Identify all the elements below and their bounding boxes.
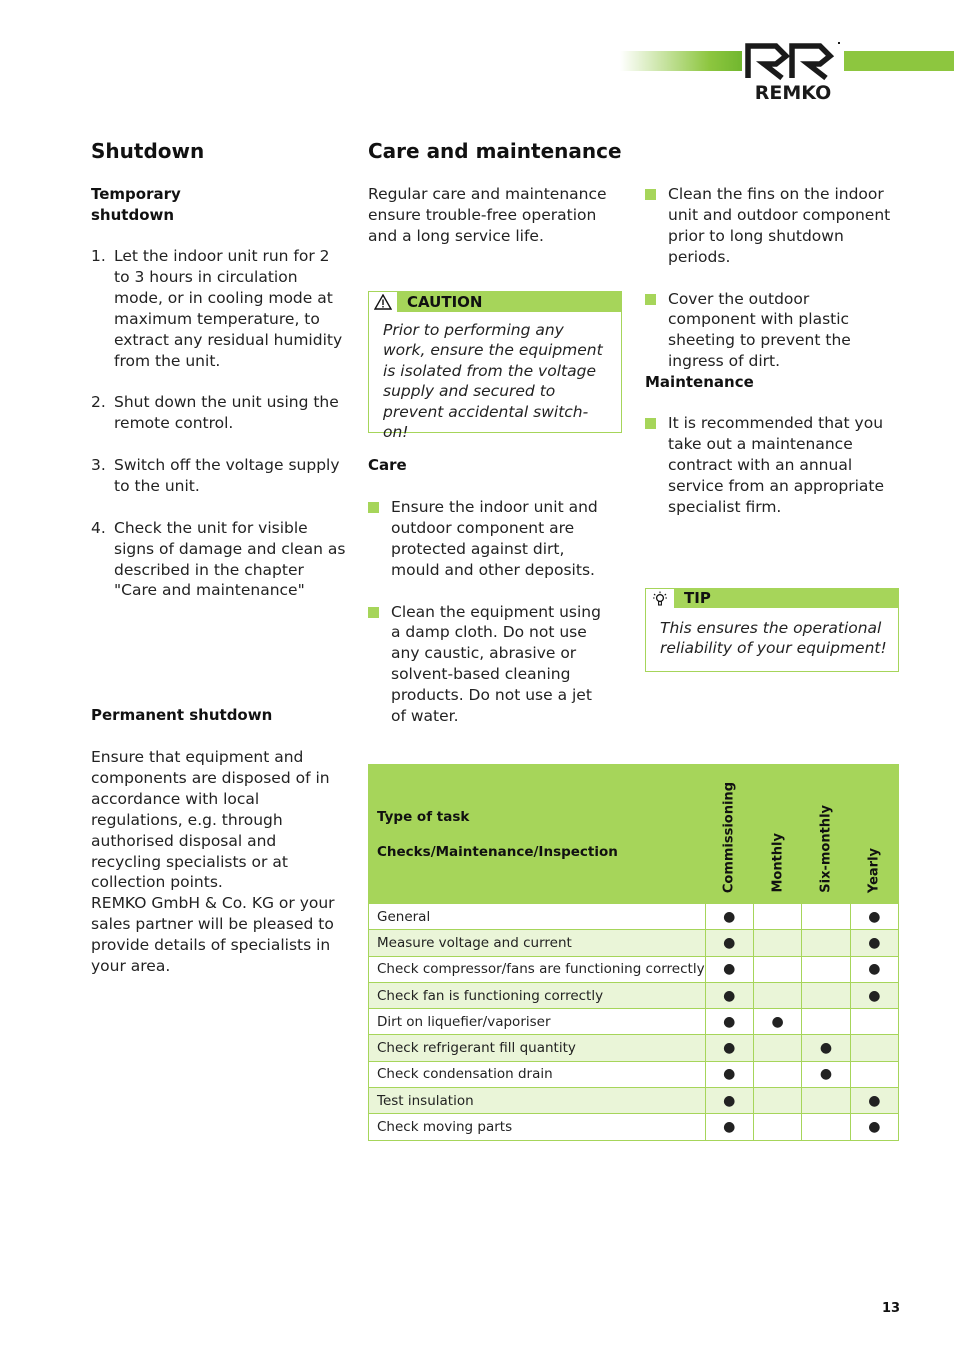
column-header-yearly: Yearly <box>850 765 898 904</box>
step-number: 3. <box>91 456 106 475</box>
table-row <box>369 930 899 956</box>
mark-cell <box>802 1088 850 1114</box>
caution-label: CAUTION <box>407 293 483 311</box>
tip-text: This ensures the operational reliability of your equipment! <box>660 619 887 658</box>
mark-cell: ● <box>705 1035 753 1061</box>
temporary-shutdown-steps <box>91 246 347 622</box>
table-row <box>369 1035 899 1061</box>
mark-cell: ● <box>705 1114 753 1140</box>
mark-cell: ● <box>705 956 753 982</box>
column-header-commissioning: Commissioning <box>705 765 753 904</box>
mark-cell: ● <box>705 930 753 956</box>
task-cell: Check moving parts <box>369 1114 706 1140</box>
header-bar-right <box>842 51 954 71</box>
maintenance-heading: Maintenance <box>645 373 754 391</box>
mark-cell <box>753 1088 801 1114</box>
mark-cell: ● <box>705 1009 753 1035</box>
mark-cell <box>802 1114 850 1140</box>
table-row <box>369 1061 899 1087</box>
mark-cell <box>802 982 850 1008</box>
mark-cell <box>753 1035 801 1061</box>
task-cell: Check fan is functioning correctly <box>369 982 706 1008</box>
step-number: 1. <box>91 247 106 265</box>
care-bullet-list <box>368 497 608 748</box>
task-cell: Dirt on liquefier/vaporiser <box>369 1009 706 1035</box>
list-item: Cover the outdoor component with plastic sheeting to prevent the ingress of dirt. <box>645 289 901 373</box>
table-row <box>369 1009 899 1035</box>
care-maintenance-title: Care and maintenance <box>368 139 622 163</box>
caution-header <box>369 292 621 312</box>
mark-cell: ● <box>850 904 898 930</box>
permanent-shutdown-heading: Permanent shutdown <box>91 706 273 724</box>
table-row <box>369 1114 899 1140</box>
task-cell: Test insulation <box>369 1088 706 1114</box>
table-row <box>369 956 899 982</box>
warning-triangle-icon <box>369 292 398 312</box>
permanent-shutdown-paragraph-2: REMKO GmbH & Co. KG or your sales partner will be pleased to provide details of specialists in your area. <box>91 894 335 975</box>
step-text: Let the indoor unit run for 2 to 3 hours in circulation mode, or in cooling mode at maximum temperature, to extract any residual humidity from the unit. <box>114 247 343 370</box>
list-item: Clean the equipment using a damp cloth. Do not use any caustic, abrasive or solvent-based cleaning products. Do not use a jet of water. <box>368 602 608 727</box>
maintenance-bullet-list <box>645 413 901 538</box>
task-cell: Check compressor/fans are functioning correctly <box>369 956 706 982</box>
task-cell: Check refrigerant fill quantity <box>369 1035 706 1061</box>
task-type-header <box>369 765 706 904</box>
mark-cell <box>802 1009 850 1035</box>
lightbulb-icon <box>646 589 675 608</box>
tip-label: TIP <box>684 589 711 607</box>
caution-box <box>368 291 622 442</box>
temporary-heading-line2: shutdown <box>91 205 175 224</box>
list-item: Clean the fins on the indoor unit and outdoor component prior to long shutdown periods. <box>645 184 901 268</box>
table-row <box>369 1088 899 1114</box>
step-item <box>91 455 347 497</box>
step-number: 2. <box>91 393 106 412</box>
mark-cell: ● <box>802 1061 850 1087</box>
tip-box <box>645 588 899 672</box>
task-cell: Check condensation drain <box>369 1061 706 1087</box>
mark-cell <box>753 956 801 982</box>
temporary-heading-line1: Temporary <box>91 185 181 203</box>
mark-cell: ● <box>850 1114 898 1140</box>
remko-logo-mark <box>742 40 844 82</box>
remko-logo <box>742 40 844 102</box>
mark-cell <box>850 1009 898 1035</box>
mark-cell <box>753 982 801 1008</box>
logo-wordmark: REMKO <box>754 82 832 104</box>
mark-cell: ● <box>850 1088 898 1114</box>
shutdown-title: Shutdown <box>91 139 205 163</box>
step-item <box>91 518 347 602</box>
maintenance-schedule-table <box>368 764 899 1141</box>
mark-cell: ● <box>802 1035 850 1061</box>
list-item: Ensure the indoor unit and outdoor component are protected against dirt, mould and other deposits. <box>368 497 608 581</box>
mark-cell: ● <box>850 956 898 982</box>
step-number: 4. <box>91 518 106 537</box>
header-gradient-bar <box>620 51 748 71</box>
task-cell: General <box>369 904 706 930</box>
column-header-monthly: Monthly <box>753 765 801 904</box>
care-intro-paragraph: Regular care and maintenance ensure trouble-free operation and a long service life. <box>368 185 607 245</box>
mark-cell: ● <box>850 930 898 956</box>
mark-cell <box>753 930 801 956</box>
task-cell: Measure voltage and current <box>369 930 706 956</box>
column-header-six-monthly: Six-monthly <box>802 765 850 904</box>
table-row <box>369 982 899 1008</box>
table-row <box>369 904 899 930</box>
mark-cell: ● <box>705 982 753 1008</box>
caution-text: Prior to performing any work, ensure the equipment is isolated from the voltage supply and secured to prevent accidental switch-on! <box>383 321 603 442</box>
temporary-shutdown-heading <box>91 184 181 226</box>
mark-cell: ● <box>705 904 753 930</box>
mark-cell <box>753 1061 801 1087</box>
mark-cell: ● <box>850 982 898 1008</box>
permanent-shutdown-paragraph-1: Ensure that equipment and components are disposed of in accordance with local regulations, e.g. through authorised disposal and recycling specialists or at collection points. <box>91 748 330 892</box>
care-heading: Care <box>368 456 407 474</box>
mark-cell <box>802 904 850 930</box>
step-text: Switch off the voltage supply to the unit. <box>114 456 340 495</box>
mark-cell: ● <box>705 1061 753 1087</box>
step-text: Check the unit for visible signs of damage and clean as described in the chapter "Care and maintenance" <box>114 518 346 600</box>
step-item <box>91 246 347 371</box>
mark-cell <box>753 1114 801 1140</box>
page-number: 13 <box>882 1301 901 1316</box>
right-bullet-list <box>645 184 901 393</box>
list-item: It is recommended that you take out a maintenance contract with an annual service from an appropriate specialist firm. <box>645 413 901 518</box>
table-header-row <box>369 765 899 904</box>
mark-cell: ● <box>753 1009 801 1035</box>
task-type-header-line2: Checks/Maintenance/Inspection <box>377 843 618 860</box>
mark-cell <box>802 930 850 956</box>
tip-header <box>646 589 898 608</box>
mark-cell <box>850 1035 898 1061</box>
step-item <box>91 392 347 434</box>
mark-cell <box>850 1061 898 1087</box>
mark-cell: ● <box>705 1088 753 1114</box>
mark-cell <box>802 956 850 982</box>
step-text: Shut down the unit using the remote control. <box>114 393 339 433</box>
mark-cell <box>753 904 801 930</box>
task-type-header-line1: Type of task <box>377 808 470 825</box>
